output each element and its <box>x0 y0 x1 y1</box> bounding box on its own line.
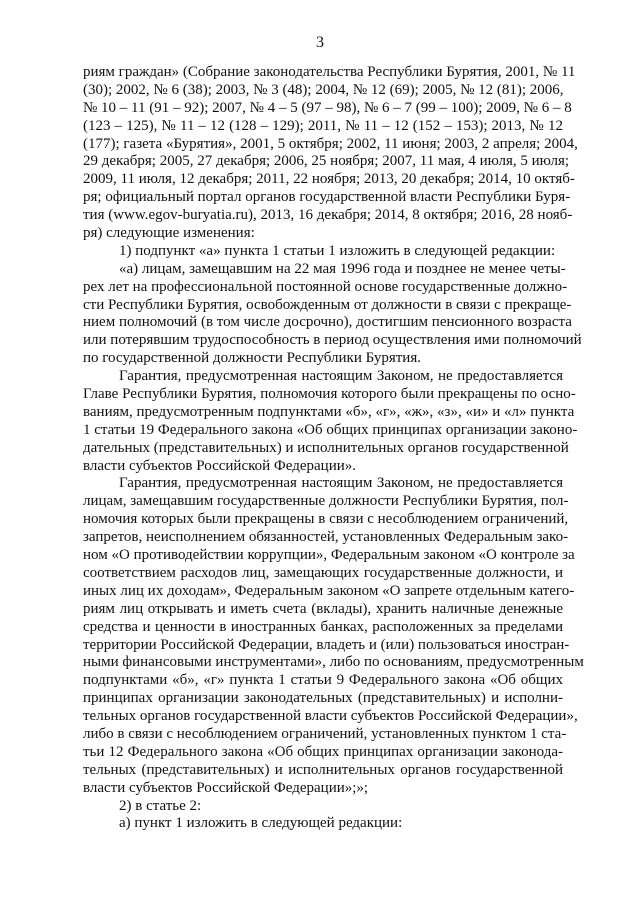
text-line: дательных (представительных) и исполнительных органов государственной <box>83 439 569 456</box>
text-line: ными финансовыми инструментами», либо по основаниям, предусмотренным <box>83 654 584 671</box>
text-line: номочия которых были прекращены в связи с несоблюдением ограничений, <box>83 511 569 528</box>
item-2-paragraph <box>83 798 563 816</box>
text-line: ря; официальный портал органов государственной власти Республики Буря- <box>83 189 571 206</box>
text-line: ном «О противодействии коррупции», Федеральным законом «О контроле за <box>83 547 575 564</box>
text-line: власти субъектов Российской Федерации». <box>83 457 356 474</box>
text-line: № 10 – 11 (91 – 92); 2007, № 4 – 5 (97 – 98), № 6 – 7 (99 – 100); 2009, № 6 – 8 <box>83 99 572 116</box>
text-line: или потерявшим трудоспособность в период осуществления ими полномочий <box>83 332 582 349</box>
text-line: 29 декабря; 2005, 27 декабря; 2006, 25 ноября; 2007, 11 мая, 4 июля, 5 июля; <box>83 153 570 170</box>
text-line: «а) лицам, замещавшим на 22 мая 1996 года и позднее не менее четы- <box>119 260 566 277</box>
text-line: Главе Республики Бурятия, полномочия которого были прекращены по осно- <box>83 386 576 403</box>
text-line: (177); газета «Бурятия», 2001, 5 октября; 2002, 11 июня; 2003, 2 апреля; 2004, <box>83 135 578 152</box>
text-line: лицам, замещавшим государственные должности Республики Бурятия, пол- <box>83 493 569 510</box>
item-2a-paragraph <box>83 815 563 833</box>
text-line: риям граждан» (Собрание законодательства Республики Бурятия, 2001, № 11 <box>83 64 576 80</box>
text-line: запретов, неисполнением обязанностей, установленных Федеральным зако- <box>83 529 569 546</box>
text-line: ваниям, предусмотренным подпунктами «б», «г», «ж», «з», «и» и «л» пункта <box>83 403 575 420</box>
text-line: тельных органов государственной власти субъектов Российской Федерации», <box>83 708 578 725</box>
text-line: либо в связи с несоблюдением ограничений, установленных пунктом 1 ста- <box>83 725 567 742</box>
item-1-paragraph <box>83 243 563 261</box>
text-line: тьи 12 Федерального закона «Об общих принципах организации законода- <box>83 743 563 760</box>
text-line: сти Республики Бурятия, освобожденным от должности в связи с прекраще- <box>83 296 572 313</box>
text-line: средства и ценности в иностранных банках, расположенных за пределами <box>83 618 563 635</box>
text-line: принципах организации законодательных (представительных) и исполни- <box>83 690 563 707</box>
guarantee-1-paragraph <box>83 368 578 475</box>
text-line: тия (www.egov-buryatia.ru), 2013, 16 декабря; 2014, 8 октября; 2016, 28 нояб- <box>83 207 573 224</box>
text-line: Гарантия, предусмотренная настоящим Законом, не предоставляется <box>119 368 563 385</box>
text-line: соответствием расходов лиц, замещающих государственные должности, и <box>83 564 563 581</box>
text-line: 2009, 11 июля, 12 декабря; 2011, 22 ноября; 2013, 20 декабря; 2014, 10 октяб- <box>83 171 575 188</box>
page-number: 3 <box>316 34 324 51</box>
text-line: тельных (представительных) и исполнительных органов государственной <box>83 761 563 778</box>
text-line: иных лиц их доходам», Федеральным законом «О запрете отдельным катего- <box>83 582 575 599</box>
text-line: по государственной должности Республики Бурятия. <box>83 350 421 367</box>
text-line: нием полномочий (в том числе досрочно), достигшим пенсионного возраста <box>83 314 572 331</box>
text-line: 1) подпункт «а» пункта 1 статьи 1 изложить в следующей редакции: <box>119 242 556 259</box>
intro-paragraph <box>83 64 578 243</box>
text-line: рех лет на профессиональной постоянной основе государственные должно- <box>83 278 568 295</box>
text-line: власти субъектов Российской Федерации»;»; <box>83 779 369 796</box>
guarantee-2-paragraph <box>83 475 584 797</box>
text-line: (30); 2002, № 6 (38); 2003, № 3 (48); 2004, № 12 (69); 2005, № 12 (81); 2006, <box>83 81 564 98</box>
text-line: ря) следующие изменения: <box>83 225 255 242</box>
text-line: риям лиц открывать и иметь счета (вклады), хранить наличные денежные <box>83 600 563 617</box>
text-line: подпунктами «б», «г» пункта 1 статьи 9 Федерального закона «Об общих <box>83 672 563 689</box>
text-line: Гарантия, предусмотренная настоящим Законом, не предоставляется <box>119 475 563 492</box>
text-line: 1 статьи 19 Федерального закона «Об общих принципах организации законо- <box>83 421 578 438</box>
text-line: (123 – 125), № 11 – 12 (128 – 129); 2011, № 11 – 12 (152 – 153); 2013, № 12 <box>83 117 563 134</box>
document-body <box>83 64 584 833</box>
text-line: территории Российской Федерации, владеть и (или) пользоваться иностран- <box>83 636 570 653</box>
text-line: 2) в статье 2: <box>119 797 202 814</box>
text-line: а) пункт 1 изложить в следующей редакции: <box>119 815 403 832</box>
item-1a-paragraph <box>83 260 582 368</box>
